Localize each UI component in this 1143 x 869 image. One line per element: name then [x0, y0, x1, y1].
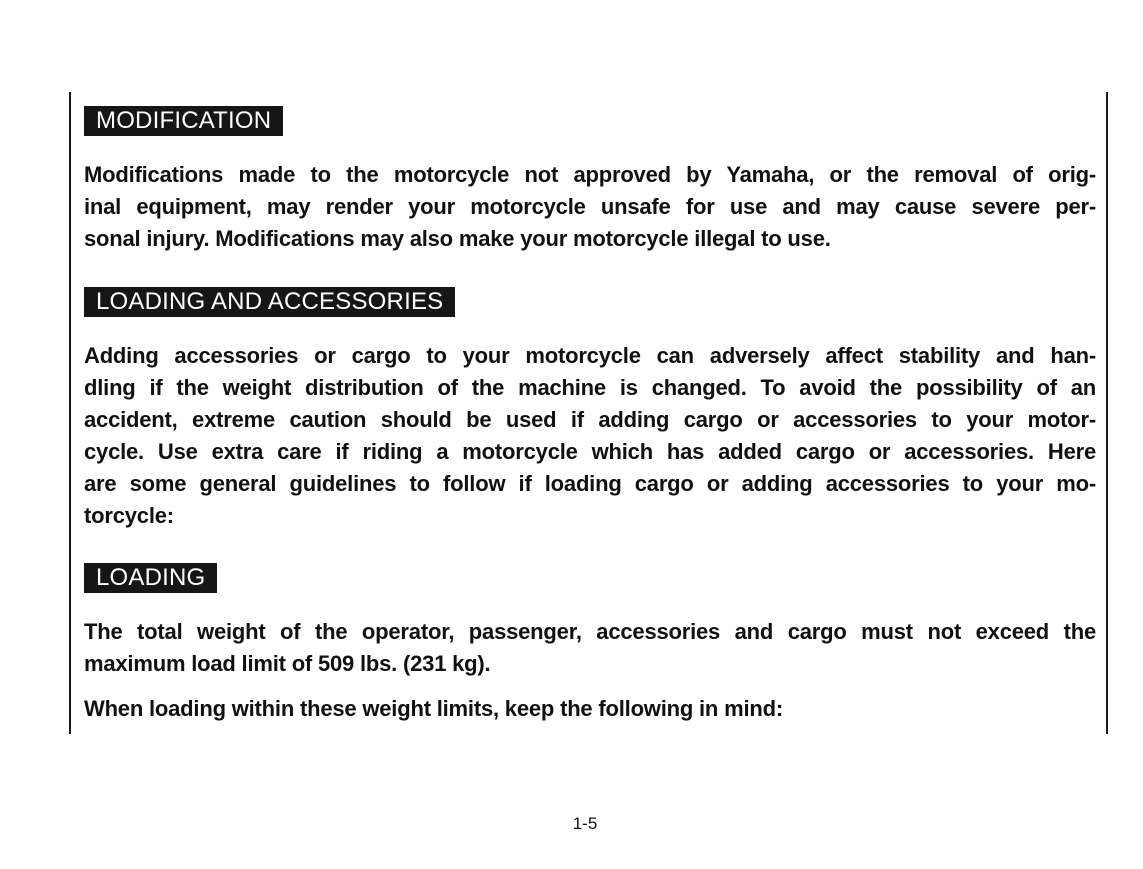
text-line: torcycle: — [84, 503, 174, 528]
modification-heading: MODIFICATION — [84, 106, 283, 136]
modification-paragraph — [84, 159, 1096, 255]
loading-paragraph-guidelines — [84, 693, 1096, 725]
text-line: accident, extreme caution should be used if adding cargo or accessories to your motor- — [84, 407, 1096, 432]
text-line: maximum load limit of 509 lbs. (231 kg). — [84, 651, 491, 676]
text-line: Modifications made to the motorcycle not approved by Yamaha, or the removal of orig- — [84, 162, 1096, 187]
right-margin-rule — [1106, 92, 1108, 734]
text-line: inal equipment, may render your motorcycle unsafe for use and may cause severe per- — [84, 194, 1096, 219]
text-line: The total weight of the operator, passenger, accessories and cargo must not exceed the — [84, 619, 1096, 644]
text-line: When loading within these weight limits, keep the following in mind: — [84, 696, 783, 721]
page-number: 1-5 — [572, 814, 598, 833]
loading-paragraph-limit — [84, 616, 1096, 680]
loading-heading: LOADING — [84, 563, 217, 593]
text-line: sonal injury. Modifications may also make your motorcycle illegal to use. — [84, 226, 831, 251]
text-line: Adding accessories or cargo to your motorcycle can adversely affect stability and han- — [84, 343, 1096, 368]
loading-accessories-heading: LOADING AND ACCESSORIES — [84, 287, 455, 317]
text-line: are some general guidelines to follow if loading cargo or adding accessories to your mo- — [84, 471, 1096, 496]
text-line: dling if the weight distribution of the machine is changed. To avoid the possibility of an — [84, 375, 1096, 400]
left-margin-rule — [69, 92, 71, 734]
loading-accessories-paragraph — [84, 340, 1096, 532]
text-line: cycle. Use extra care if riding a motorcycle which has added cargo or accessories. Here — [84, 439, 1096, 464]
